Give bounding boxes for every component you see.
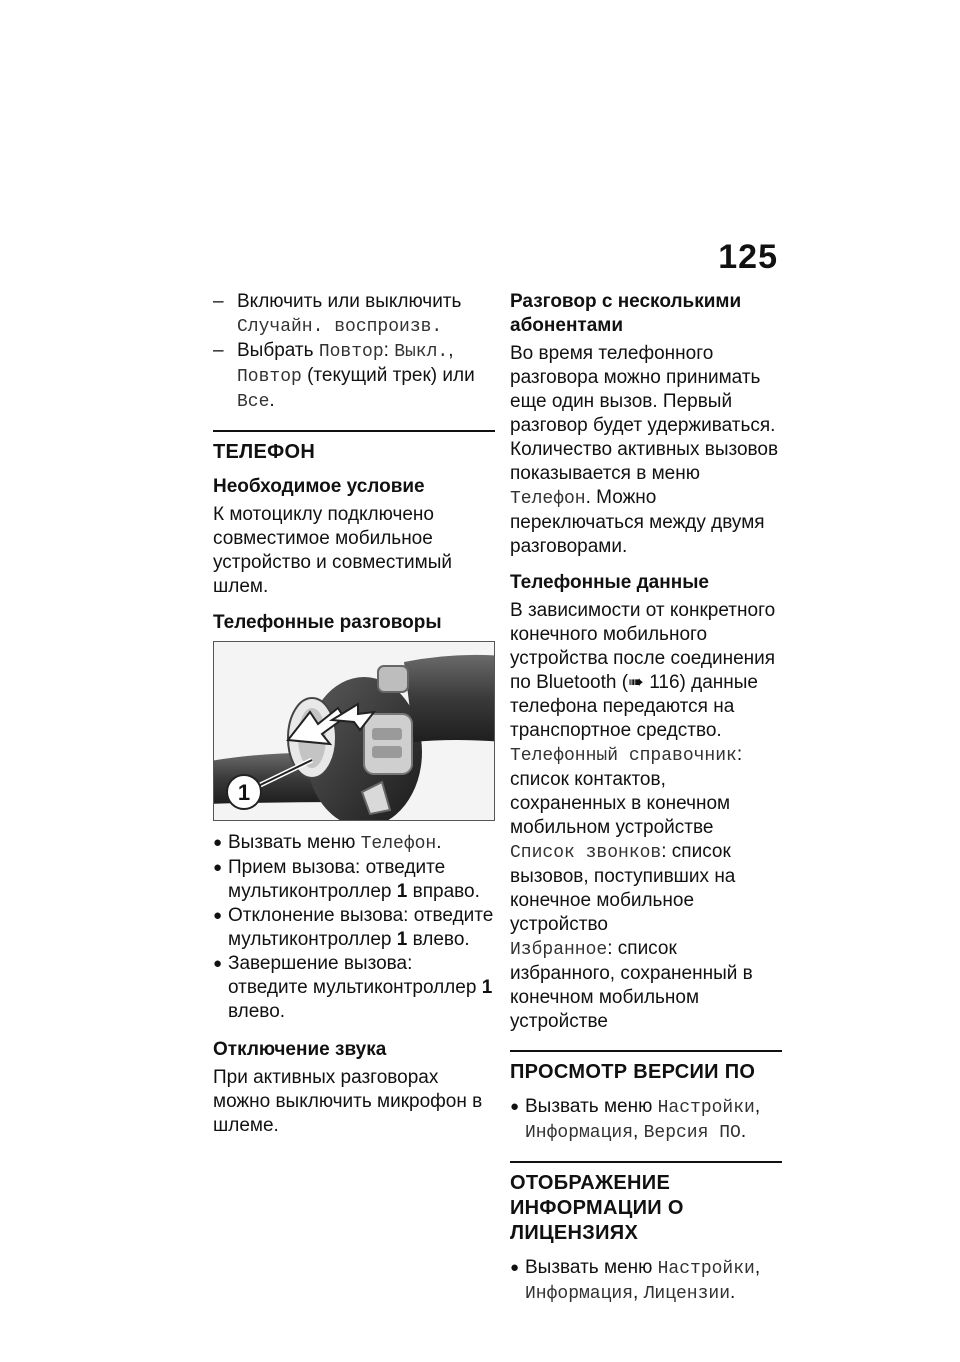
bullet-marker: ● [510,1098,520,1115]
data-item-phonebook: Телефонный справочник: список контактов, сохраненных в конечном мобильном устройстве [510,744,743,838]
right-column [510,290,782,1306]
bullet-marker: ● [213,859,223,876]
list-item: ● Завершение вызова: отведите мультиконтроллер 1 влево. [213,953,493,1022]
list-item: – Включить или выключить Случайн. воспроизв. [213,291,462,337]
list-item: ● Отклонение вызова: отведите мультиконтроллер 1 влево. [213,905,494,950]
dash-marker: – [213,340,224,361]
figure-callout-1: 1 [237,780,251,805]
bullet-marker: ● [213,907,223,924]
section-title-phone: ТЕЛЕФОН [213,441,316,463]
dash-marker: – [213,291,224,312]
subheading-multiple-calls: Разговор с несколькими абонентами [510,291,742,336]
menu-option: Повтор [318,342,384,362]
section-divider [213,430,495,432]
menu-option: Телефон [360,834,437,854]
menu-option: Информация [525,1123,634,1143]
handlebar-figure [213,641,495,821]
bullet-marker: ● [213,834,223,851]
menu-option: Телефон [510,489,586,509]
paragraph-prerequisite: К мотоциклу подключено совместимое мобильное устройство и совместимый шлем. [213,504,452,597]
section-divider [510,1050,782,1052]
menu-option: Список звонков [510,843,662,863]
menu-option: Лицензии [643,1284,731,1304]
menu-option: Информация [525,1284,634,1304]
section-divider [510,1161,782,1163]
paragraph-phone-data: В зависимости от конкретного конечного мобильного устройства после соединения по Bluetooth (➠ 116) данные телефона передаются на транспортное средство. [510,600,776,741]
menu-option: Повтор [237,367,302,387]
list-item: ● Вызвать меню Настройки, Информация, Версия ПО. [510,1096,761,1143]
page-number: 125 [718,238,778,276]
data-item-call-list: Список звонков: список вызовов, поступивших на конечное мобильное устройство [510,841,736,935]
menu-option: Настройки [657,1259,755,1279]
subheading-prerequisite: Необходимое условие [213,476,425,497]
menu-option: Избранное [510,940,608,960]
menu-option: Случайн. воспроизв. [237,317,443,337]
data-item-favorites: Избранное: список избранного, сохраненный в конечном мобильном устройстве [510,938,753,1032]
subheading-mute: Отключение звука [213,1039,387,1060]
bullet-marker: ● [510,1259,520,1276]
handlebar-illustration [214,642,494,820]
subheading-phone-data: Телефонные данные [510,572,709,593]
menu-option: Телефонный справочник [510,746,737,766]
menu-option: Настройки [657,1098,755,1118]
list-item: – Выбрать Повтор: Выкл., Повтор (текущий трек) или Все. [213,340,475,412]
bullet-marker: ● [213,955,223,972]
page-reference: ➠ 116 [628,672,680,693]
paragraph-multiple-calls: Во время телефонного разговора можно принимать еще один вызов. Первый разговор будет удерживаться. Количество активных вызовов показывается в меню Телефон. Можно переключаться между двумя разговорами. [510,343,779,557]
section-title-version: ПРОСМОТР ВЕРСИИ ПО [510,1061,756,1083]
list-item: ● Вызвать меню Настройки, Информация, Лицензии. [510,1257,761,1304]
menu-option: Версия ПО [643,1123,741,1143]
left-column [213,290,495,1138]
menu-option: Выкл. [394,342,449,362]
menu-option: Все [237,392,270,412]
list-item: ● Вызвать меню Телефон. [213,832,442,854]
subheading-calls: Телефонные разговоры [213,612,442,633]
list-item: ● Прием вызова: отведите мультиконтроллер 1 вправо. [213,857,480,902]
section-title-licenses: ОТОБРАЖЕНИЕ ИНФОРМАЦИИ О ЛИЦЕНЗИЯХ [510,1172,684,1244]
paragraph-mute: При активных разговорах можно выключить микрофон в шлеме. [213,1067,483,1136]
